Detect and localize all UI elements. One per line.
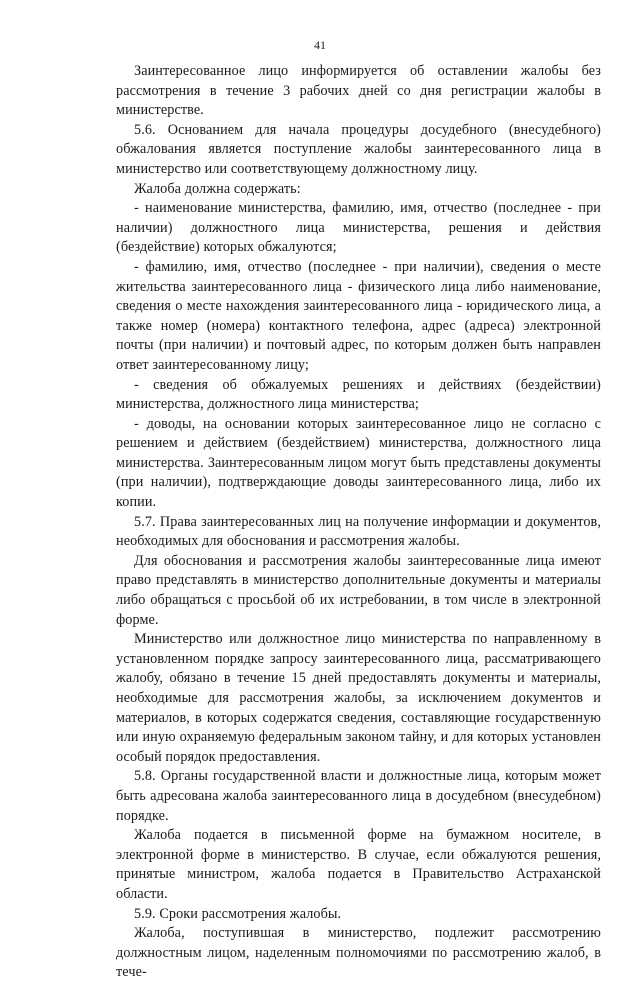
paragraph: Министерство или должностное лицо министерства по направленному в установленном порядке запросу заинтересованного лица, рассматривающего жалобу, обязано в течение 15 дней предоставлять документы и материалы, необходимые для рассмотрения жалобы, за исключением документов и материалов, в которых содержатся сведения, составляющие государственную или иную охраняемую федеральным законом тайну, и для которых установлен особый порядок предоставления.: [116, 631, 601, 765]
paragraph: Жалоба, поступившая в министерство, подлежит рассмотрению должностным лицом, наделенным полномочиями по рассмотрению жалоб, в тече-: [116, 925, 601, 981]
paragraph: Жалоба подается в письменной форме на бумажном носителе, в электронной форме в министерство. В случае, если обжалуются решения, принятые министром, жалоба подается в Правительство Астраханской области.: [116, 827, 601, 902]
paragraph: Жалоба должна содержать:: [134, 180, 301, 197]
document-body: [116, 62, 601, 983]
paragraph: - доводы, на основании которых заинтересованное лицо не согласно с решением и действием (бездействием) министерства, должностного лица министерства. Заинтересованным лицом могут быть представлены документы (при наличии), подтверждающие доводы заинтересованного лица, либо их копии.: [116, 415, 601, 511]
paragraph: 5.6. Основанием для начала процедуры досудебного (внесудебного) обжалования является поступление жалобы заинтересованного лица в министерство или соответствующему должностному лицу.: [116, 121, 601, 177]
paragraph: - фамилию, имя, отчество (последнее - при наличии), сведения о месте жительства заинтересованного лица - физического лица либо наименование, сведения о месте нахождения заинтересованного лица - юридического лица, а также номер (номера) контактного телефона, адрес (адреса) электронной почты (при наличии) и почтовый адрес, по которым должен быть направлен ответ заинтересованному лицу;: [116, 258, 601, 373]
paragraph: Заинтересованное лицо информируется об оставлении жалобы без рассмотрения в течение 3 рабочих дней со дня регистрации жалобы в министерстве.: [116, 63, 601, 119]
paragraph: - сведения об обжалуемых решениях и действиях (бездействии) министерства, должностного лица министерства;: [116, 376, 601, 413]
paragraph: Для обоснования и рассмотрения жалобы заинтересованные лица имеют право представлять в министерство дополнительные документы и материалы либо обращаться с просьбой об их истребовании, в том числе в электронной форме.: [116, 552, 601, 628]
paragraph: 5.9. Сроки рассмотрения жалобы.: [134, 905, 342, 922]
paragraph: 5.8. Органы государственной власти и должностные лица, которым может быть адресована жалоба заинтересованного лица в досудебном (внесудебном) порядке.: [116, 768, 601, 824]
paragraph: - наименование министерства, фамилию, имя, отчество (последнее - при наличии) должностного лица министерства, решения и действия (бездействие) которых обжалуются;: [116, 200, 601, 256]
paragraph: 5.7. Права заинтересованных лиц на получение информации и документов, необходимых для обоснования и рассмотрения жалобы.: [116, 513, 601, 550]
page-number: 41: [314, 38, 326, 52]
